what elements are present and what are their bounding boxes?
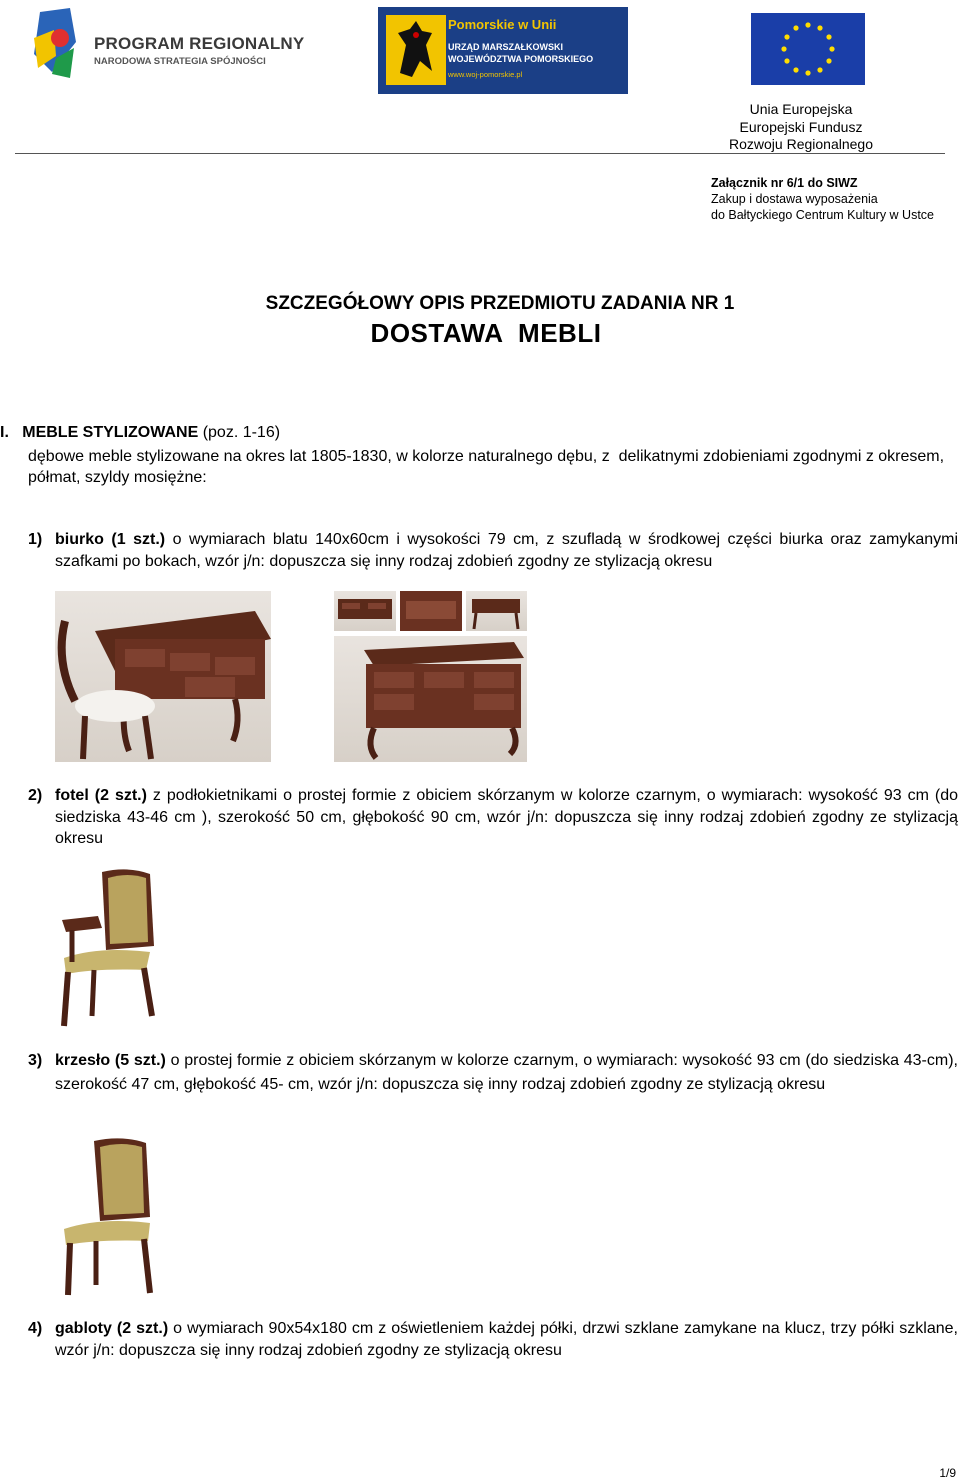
item-chair (28, 1049, 958, 1097)
eu-fund-text (721, 101, 881, 154)
pomorskie-url: www.woj-pomorskie.pl (448, 70, 523, 79)
section-title: MEBLE STYLIZOWANE (22, 424, 199, 441)
armchair-photo (58, 866, 162, 1030)
desk-with-chair-icon (55, 591, 271, 762)
section-description: dębowe meble stylizowane na okres lat 1805-1830, w kolorze naturalnego dębu, z delikatnymi zdobieniami zgodnymi z okresem, półmat, szyldy mosiężne: (28, 448, 949, 486)
desk-front-icon (334, 636, 527, 762)
item-text: z podłokietnikami o prostej formie z obiciem skórzanym w kolorze czarnym, o wymiarach: wysokość 93 cm (do siedziska 43-46 cm ), szerokość 50 cm, głębokość 90 cm, wzór j/n: dopuszcza się inny rodzaj zdobień zgodny ze stylizacją okresu (55, 787, 959, 847)
item-name: gabloty (2 szt.) (55, 1320, 169, 1337)
desk-carving-icon (400, 591, 462, 631)
item-number: 4) (28, 1320, 43, 1337)
annex-line-1: Zakup i dostawa wyposażenia (711, 192, 878, 206)
desk-side-icon (466, 591, 527, 631)
armchair-icon (58, 866, 162, 1030)
desk-photo-2 (334, 636, 527, 762)
item-armchair (28, 785, 958, 850)
item-name: krzesło (5 szt.) (55, 1052, 166, 1069)
logo-program-regionalny (30, 8, 315, 88)
item-name: biurko (1 szt.) (55, 531, 166, 548)
section-number: I. (0, 424, 9, 441)
item-display-cabinet (28, 1318, 958, 1361)
desk-photo-thumb-1 (334, 591, 396, 631)
eu-line-3: Rozwoju Regionalnego (729, 136, 873, 152)
document-title: SZCZEGÓŁOWY OPIS PRZEDMIOTU ZADANIA NR 1 (265, 293, 735, 314)
logo-pomorskie (378, 7, 628, 94)
item-text: o wymiarach 90x54x180 cm z oświetleniem każdej półki, drzwi szklane zamykane na klucz, trzy półki szklane, wzór j/n: dopuszcza się inny rodzaj zdobień zgodny ze stylizacją okresu (55, 1320, 959, 1359)
desk-photo-thumb-3 (466, 591, 527, 631)
item-name: fotel (2 szt.) (55, 787, 147, 804)
annex-label: Załącznik nr 6/1 do SIWZ (711, 176, 858, 190)
annex-block (711, 175, 934, 223)
chair-photo (60, 1137, 162, 1299)
desk-photo-1 (55, 591, 271, 762)
eu-line-2: Europejski Fundusz (739, 118, 863, 135)
document-subtitle: DOSTAWA MEBLI (370, 318, 602, 348)
eu-stars-icon (751, 13, 865, 85)
item-number: 1) (28, 531, 43, 548)
program-regionalny-subtitle: NARODOWA STRATEGIA SPÓJNOŚCI (94, 56, 266, 67)
griffin-crest-icon (386, 15, 446, 85)
section-heading (0, 424, 280, 442)
program-regionalny-title: PROGRAM REGIONALNY (94, 34, 305, 53)
item-text: o wymiarach blatu 140x60cm i wysokości 79 cm, z szufladą w środkowej części biurka oraz zamykanymi szafkami po bokach, wzór j/n: dopuszcza się inny rodzaj zdobień zgodny ze stylizacją okresu (55, 531, 958, 570)
header-divider (15, 153, 945, 154)
desk-thumb-icon (334, 591, 396, 631)
eu-line-1: Unia Europejska (749, 101, 853, 117)
item-number: 3) (28, 1052, 43, 1069)
pomorskie-line2: WOJEWÓDZTWA POMORSKIEGO (448, 54, 594, 64)
annex-line-2: do Bałtyckiego Centrum Kultury w Ustce (711, 208, 935, 222)
desk-photo-thumb-2 (400, 591, 462, 631)
item-text: o prostej formie z obiciem skórzanym w kolorze czarnym, o wymiarach: wysokość 93 cm (do siedziska 43-cm), szerokość 47 cm, głębokość 45- cm, wzór j/n: dopuszcza się inny rodzaj zdobień zgodny ze stylizacją okresu (55, 1052, 958, 1093)
eu-flag (751, 13, 865, 85)
item-number: 2) (28, 787, 43, 804)
item-desk (28, 529, 958, 572)
pomorskie-title: Pomorskie w Unii (448, 17, 557, 32)
page-number: 1/9 (939, 1466, 956, 1480)
pomorskie-line1: URZĄD MARSZAŁKOWSKI (448, 42, 563, 52)
chair-icon (60, 1137, 162, 1299)
program-regionalny-logo-icon (30, 8, 80, 80)
section-range: (poz. 1-16) (202, 424, 281, 441)
